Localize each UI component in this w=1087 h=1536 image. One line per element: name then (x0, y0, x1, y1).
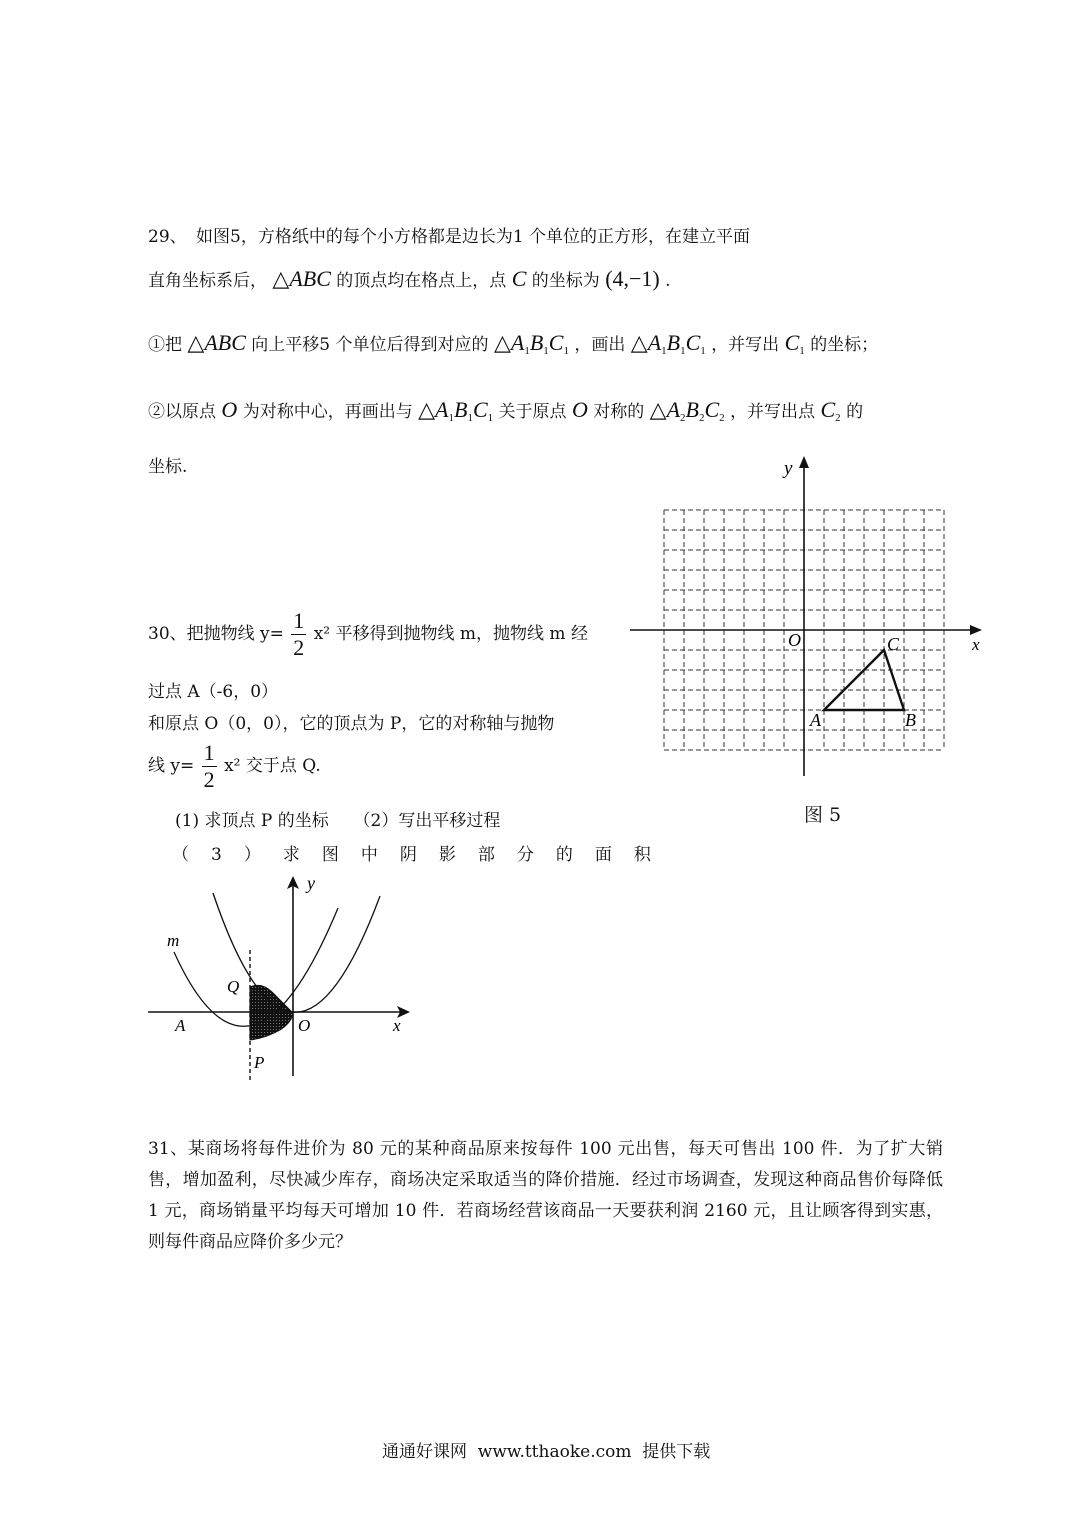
fraction-denominator: 2 (203, 767, 215, 792)
q29-part1-end: 的坐标； (810, 335, 879, 355)
x-axis-label: x (972, 635, 980, 654)
label-x: x (393, 1016, 401, 1035)
q29-line2-pre: 直角坐标系后， (148, 271, 267, 291)
label-q: Q (227, 977, 240, 996)
label-p: P (254, 1053, 265, 1072)
q29-period: . (665, 271, 671, 291)
q29-part2-mid3: 对称的 (593, 402, 645, 422)
y-axis-label: y (784, 458, 793, 479)
triangle-abc-symbol: △ABC (272, 266, 331, 291)
fraction-numerator: 1 (293, 608, 305, 633)
q30-line4 (148, 740, 321, 793)
origin-o-symbol: O (221, 397, 238, 422)
q29-line1: 如图5，方格纸中的每个小方格都是边长为1 个单位的正方形，在建立平面 (196, 227, 751, 247)
fraction-numerator: 1 (203, 740, 215, 765)
origin-label: O (788, 630, 801, 650)
q31-text: 31、某商场将每件进价为 80 元的某种商品原来按每件 100 元出售，每天可售出 100 件．为了扩大销售，增加盈利，尽快减少库存，商场决定采取适当的降价措施．经过市场调查，发现这种商品售价每降低 1 元，商场销量平均每天可增加 10 件．若商场经营该商品一天要获利润 2160 元，且让顾客得到实惠，则每件商品应降价多少元？ (148, 1139, 943, 1252)
point-c2-symbol: $C_2$ (820, 397, 841, 424)
q29-part2-mid2: 关于原点 (498, 402, 567, 422)
figure-5-caption: 图 5 (804, 804, 842, 826)
fraction-denominator: 2 (293, 635, 305, 660)
fraction-one-half (291, 608, 306, 661)
point-a-label: A (810, 710, 821, 730)
q30-part1-text: (1) 求顶点 P 的坐标 (175, 811, 329, 831)
figure-30-parabolas (140, 866, 430, 1086)
y-axis-arrow-icon (799, 456, 809, 468)
q29-part2-pre: ②以原点 (148, 402, 216, 422)
q29-part2-line2: 坐标. (148, 457, 188, 477)
q30-line1 (148, 608, 588, 661)
label-y: y (307, 873, 315, 893)
q29-part1-post: ，并写出 (711, 335, 780, 355)
q29-part1-mid2: ，画出 (574, 335, 626, 355)
triangle-a1b1c1-symbol: $\triangle A_1B_1C_1$ (630, 330, 706, 357)
q29-part2-end: 的 (846, 402, 864, 422)
point-c1-symbol: $C_1$ (784, 330, 805, 357)
q29-line2-post: 的坐标为 (531, 271, 600, 291)
origin-o-symbol: O (571, 397, 588, 422)
label-a: A (175, 1016, 186, 1035)
point-c-label: C (887, 634, 900, 654)
label-m: m (167, 931, 180, 950)
label-o: O (298, 1016, 311, 1035)
figure-5-grid (620, 450, 1000, 790)
q29-line2 (148, 266, 671, 292)
q29-number: 29、 (148, 227, 187, 247)
q29-part2-post: ，并写出点 (730, 402, 816, 422)
triangle-a2b2c2-symbol: $\triangle A_2B_2C_2$ (649, 397, 725, 424)
q30-part3: （3）求图中阴影部分的面积 (172, 845, 673, 865)
q29-part1-pre: ①把 (148, 335, 182, 355)
point-c-coords: (4,−1) (605, 266, 660, 291)
triangle-a1b1c1-symbol: $\triangle A_1B_1C_1$ (418, 397, 494, 424)
q29-part2 (148, 397, 863, 424)
q30-line2: 过点 A（-6，0） (148, 682, 279, 702)
q30-line1-pre: 30、把抛物线 y= (148, 624, 284, 644)
point-c-symbol: C (511, 266, 527, 291)
point-b-label: B (905, 710, 916, 730)
q30-part1 (175, 806, 500, 831)
q29-part1 (148, 330, 878, 357)
footer-text: 通通好课网 www.tthaoke.com 提供下载 (382, 1442, 711, 1462)
q29-part1-mid: 向上平移5 个单位后得到对应的 (251, 335, 489, 355)
q30-line3: 和原点 O（0，0），它的顶点为 P，它的对称轴与抛物 (148, 714, 555, 734)
q30-line1-post: x² 平移得到抛物线 m，抛物线 m 经 (313, 624, 588, 644)
q30-line4-post: x² 交于点 Q. (224, 756, 321, 776)
triangle-a1b1c1-symbol: $\triangle A_1B_1C_1$ (493, 330, 569, 357)
triangle-abc-symbol: △ABC (187, 330, 246, 355)
q29-part2-mid: 为对称中心，再画出与 (242, 402, 413, 422)
fraction-one-half (202, 740, 217, 793)
q29-line2-mid: 的顶点均在格点上，点 (336, 271, 507, 291)
q30-part2-text: （2）写出平移过程 (353, 811, 501, 831)
x-axis-arrow-icon (970, 625, 982, 635)
q30-line4-pre: 线 y= (148, 756, 195, 776)
